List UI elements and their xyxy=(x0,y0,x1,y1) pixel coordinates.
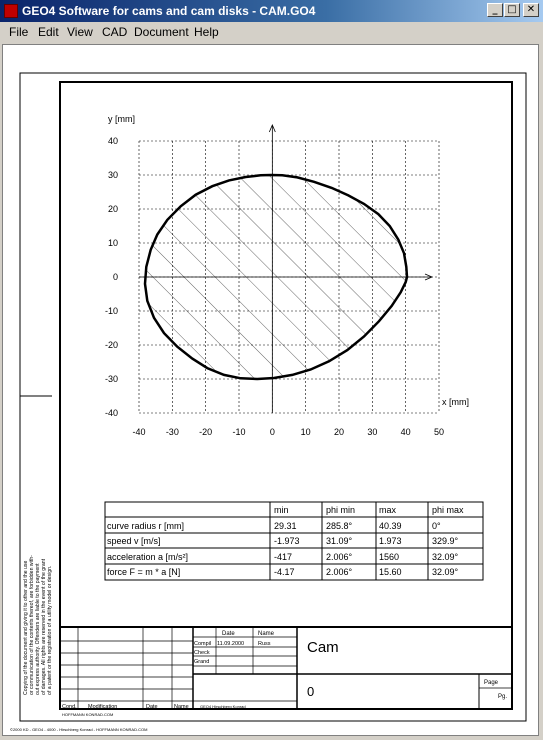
x-tick-label: -10 xyxy=(232,427,246,437)
y-axis-label: y [mm] xyxy=(108,114,135,124)
y-tick-label: 10 xyxy=(107,238,118,248)
margin-note-line: out express authority. Offenders are liable to the payment xyxy=(35,563,41,695)
table-cell: 32.09° xyxy=(432,552,459,562)
margin-note-line: Copying of the document and giving it to other and the use xyxy=(23,560,29,695)
drawing-sheet[interactable] xyxy=(3,45,538,735)
footer-bottom: ©2000 KD - GEO4 - 4000 - Hirschberg Konrad - HOFFMANN KONRAD.COM xyxy=(10,727,148,732)
minimize-button[interactable]: _ xyxy=(487,3,503,17)
table-row-label: curve radius r [mm] xyxy=(107,521,185,531)
x-tick-label: 20 xyxy=(333,427,345,437)
margin-note-line: of damages. All rights are reserved in the event of the grant xyxy=(41,558,47,695)
table-cell: -417 xyxy=(274,552,293,562)
menu-help[interactable]: Help xyxy=(194,25,219,39)
y-tick-label: -30 xyxy=(104,374,118,384)
y-tick-label: 30 xyxy=(107,170,118,180)
check-label: Check xyxy=(194,650,210,656)
maximize-button[interactable]: □ xyxy=(504,3,520,17)
table-cell: 329.9° xyxy=(432,536,459,546)
name-header: Name xyxy=(258,631,275,637)
table-row-label: speed v [m/s] xyxy=(107,536,161,546)
table-row-label: force F = m * a [N] xyxy=(107,567,181,577)
page-label: Page xyxy=(484,680,499,686)
date-header: Date xyxy=(222,631,235,637)
menu-bar xyxy=(0,22,543,42)
pg-label: Pg. xyxy=(498,694,508,700)
x-tick-label: 50 xyxy=(433,427,445,437)
menu-edit[interactable]: Edit xyxy=(38,25,59,39)
compil-label: Compil xyxy=(194,641,212,647)
footer-left: HOFFMANN KONRAD.COM xyxy=(62,712,114,717)
rev-header-cond: Cond. xyxy=(62,704,77,710)
table-cell: 1560 xyxy=(379,552,400,562)
menu-file[interactable]: File xyxy=(9,25,29,39)
x-tick-label: -40 xyxy=(132,427,146,437)
table-cell: 32.09° xyxy=(432,567,459,577)
y-tick-label: 40 xyxy=(107,136,118,146)
table-cell: 15.60 xyxy=(379,567,402,577)
rev-header-modification: Modification xyxy=(88,704,118,710)
close-button[interactable]: ✕ xyxy=(523,3,539,17)
table-row-label: acceleration a [m/s²] xyxy=(107,552,189,562)
table-cell: 1.973 xyxy=(379,536,402,546)
compil-name: Russ xyxy=(258,641,271,647)
y-tick-label: -20 xyxy=(104,340,118,350)
table-cell: 29.31 xyxy=(274,521,297,531)
menu-view[interactable]: View xyxy=(67,25,93,39)
y-tick-label: 0 xyxy=(112,272,118,282)
document-area[interactable] xyxy=(2,44,539,736)
x-tick-label: 30 xyxy=(367,427,378,437)
app-icon[interactable] xyxy=(4,4,18,18)
menu-cad[interactable]: CAD xyxy=(102,25,128,39)
table-cell: 285.8° xyxy=(326,521,353,531)
x-tick-label: 10 xyxy=(300,427,311,437)
rev-header-date: Date xyxy=(146,704,158,710)
table-cell: 2.006° xyxy=(326,567,353,577)
table-header-cell: phi min xyxy=(326,505,356,515)
y-tick-label: -10 xyxy=(104,306,118,316)
drawing-title: Cam xyxy=(307,639,339,656)
y-tick-label: 20 xyxy=(107,204,118,214)
table-cell: 31.09° xyxy=(326,536,353,546)
x-tick-label: -20 xyxy=(199,427,213,437)
title-block xyxy=(60,627,512,717)
table-cell: 40.39 xyxy=(379,521,402,531)
rev-header-name: Name xyxy=(174,704,189,710)
window-title: GEO4 Software for cams and cam disks - CAM.GO4 xyxy=(22,4,316,18)
margin-note-line: of a patent or the registration of a utility model or design. xyxy=(47,565,53,695)
table-header-cell: phi max xyxy=(432,505,464,515)
drawing-number: 0 xyxy=(307,684,315,699)
table-header-cell: max xyxy=(379,505,397,515)
x-tick-label: 0 xyxy=(269,427,275,437)
x-tick-label: -30 xyxy=(165,427,179,437)
table-cell: -4.17 xyxy=(274,567,295,577)
table-cell: 0° xyxy=(432,521,441,531)
grand-label: Grand xyxy=(194,659,210,665)
margin-note-line: or communication of the contents thereof, are forbidden with- xyxy=(29,555,35,695)
window-title-bar[interactable] xyxy=(0,0,543,22)
x-axis-label: x [mm] xyxy=(442,397,469,407)
x-tick-label: 40 xyxy=(400,427,411,437)
table-cell: 2.006° xyxy=(326,552,353,562)
table-header-cell: min xyxy=(274,505,289,515)
copyright-small: GEO4 Hirschberg Konrad xyxy=(200,704,246,709)
table-cell: -1.973 xyxy=(274,536,300,546)
menu-document[interactable]: Document xyxy=(134,25,189,39)
compil-date: 11.09.2000 xyxy=(217,641,245,647)
copyright-margin-note xyxy=(23,555,53,695)
values-table xyxy=(105,502,483,580)
y-tick-label: -40 xyxy=(104,408,118,418)
